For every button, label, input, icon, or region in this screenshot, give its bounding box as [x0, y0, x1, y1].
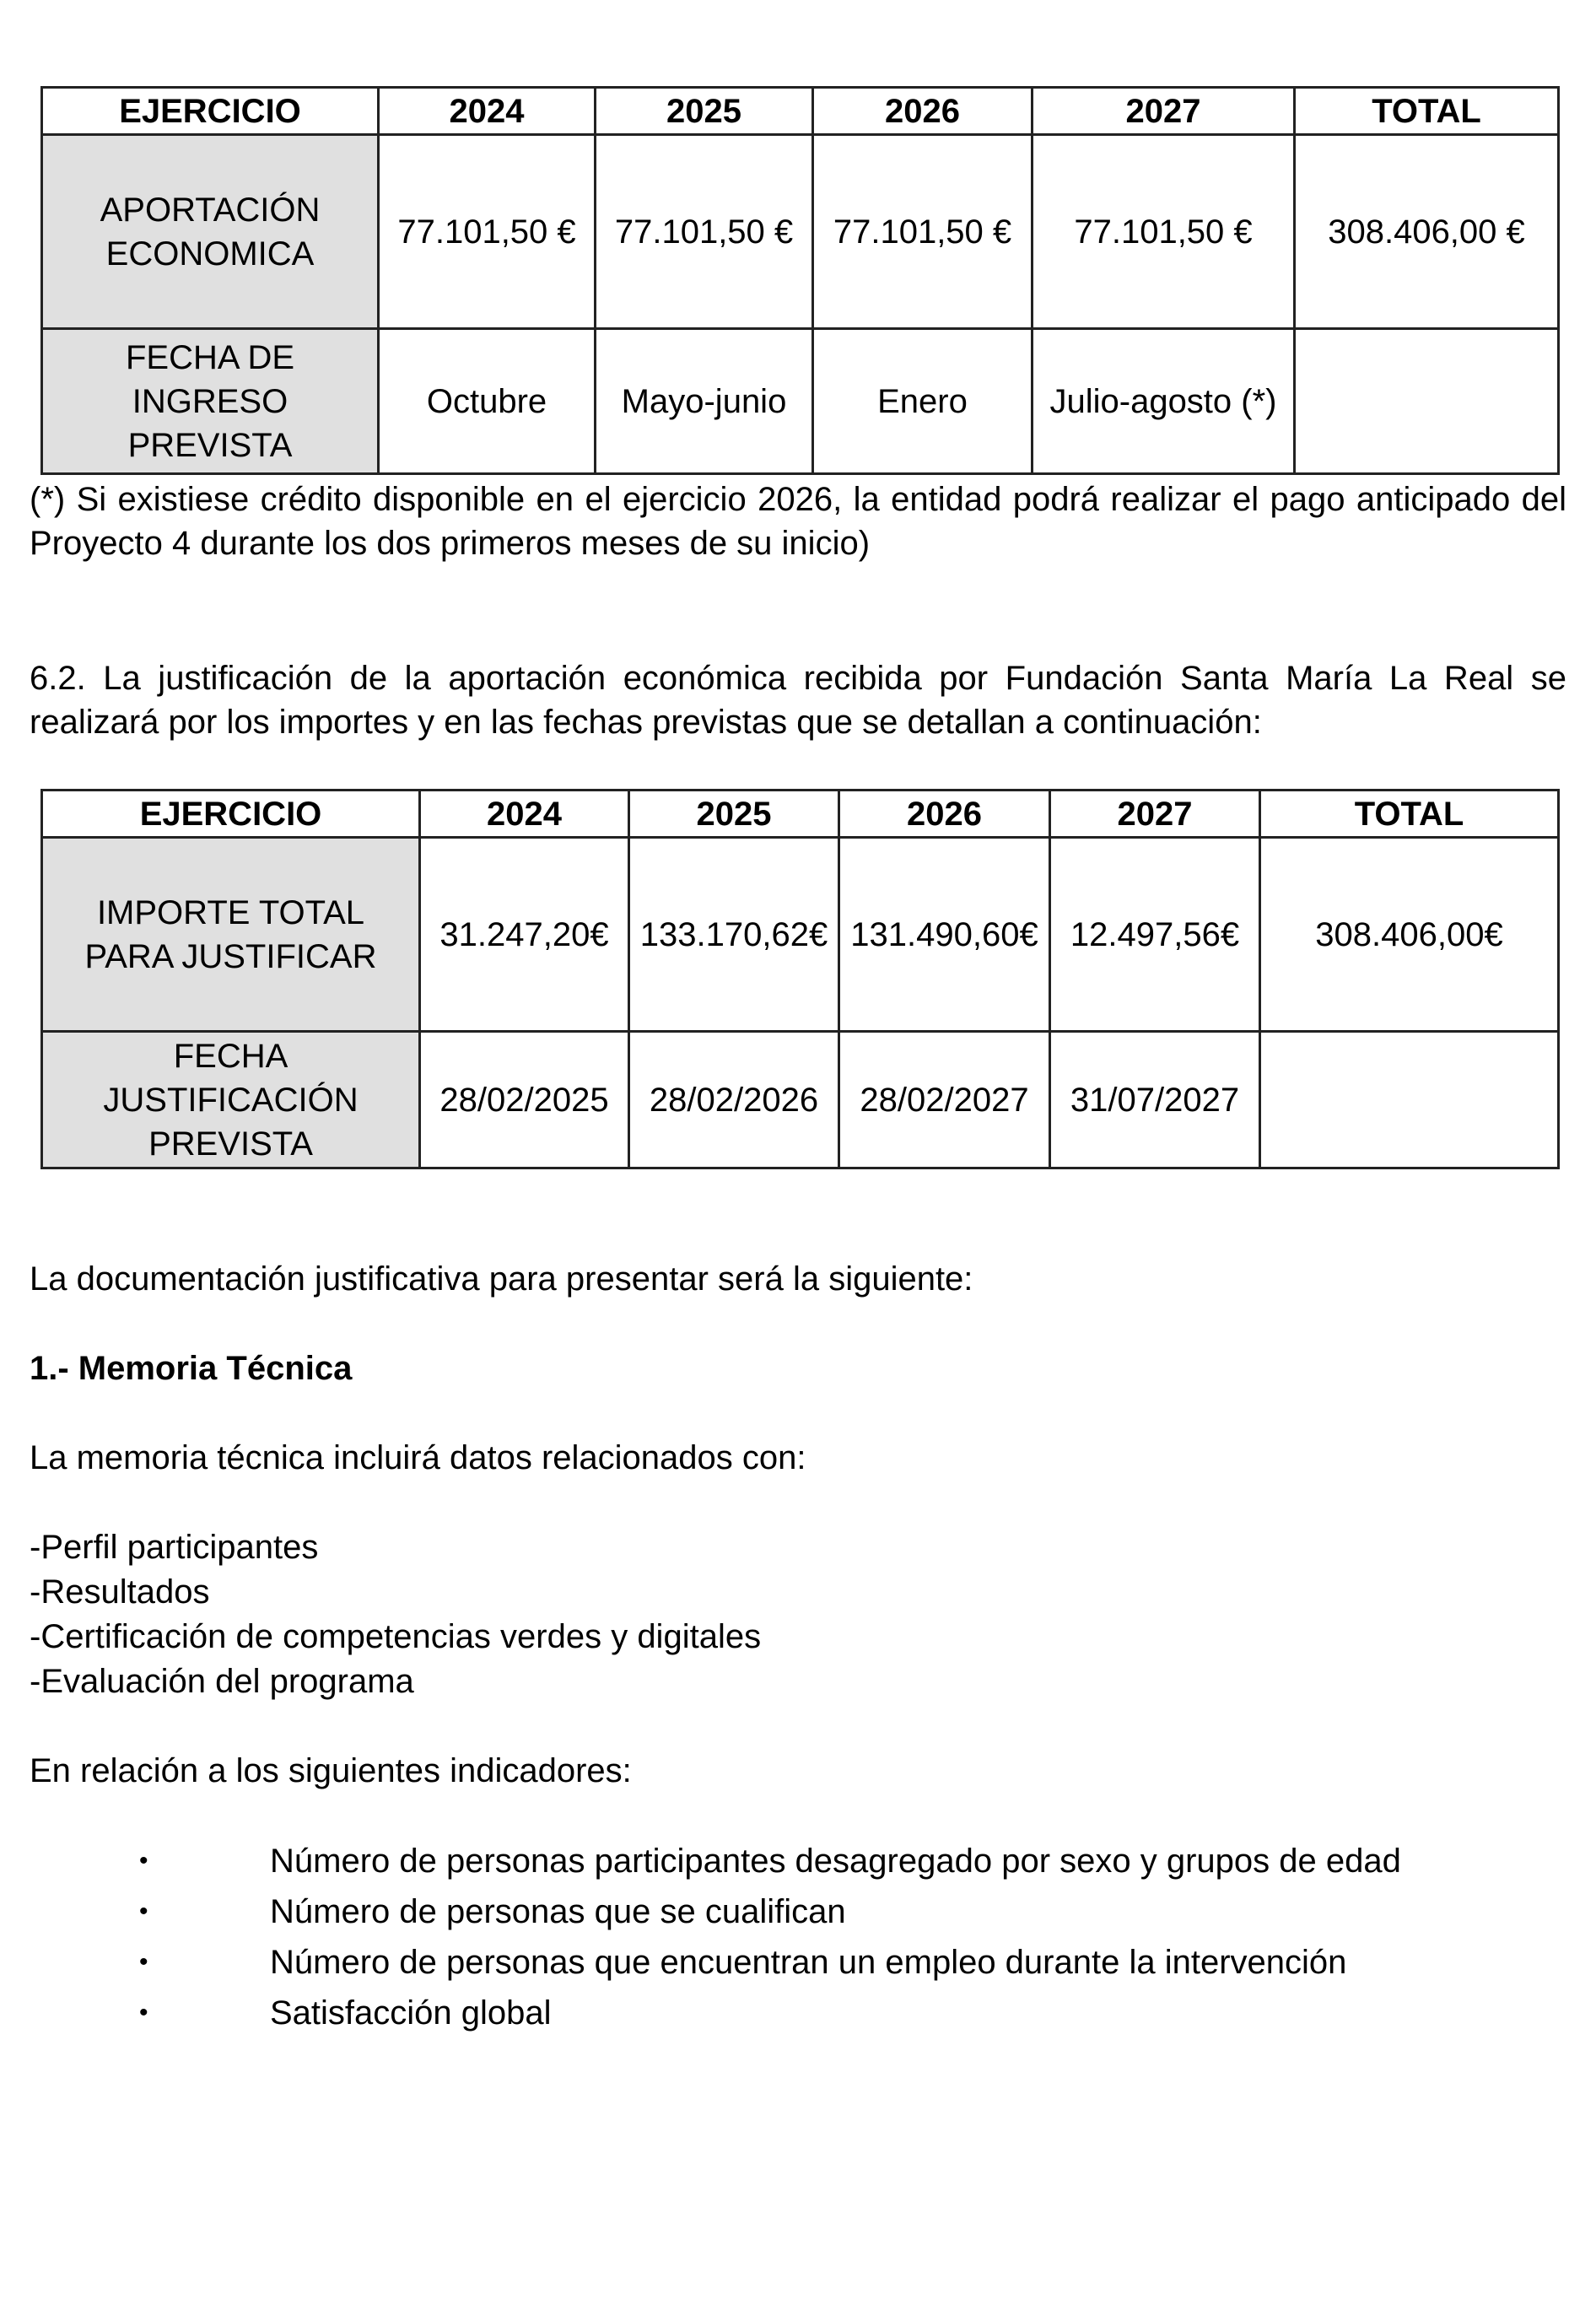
bullet-icon: • — [139, 1999, 148, 2026]
indicator-text: Número de personas que encuentran un empleo durante la intervención — [270, 1944, 1347, 1981]
table-cell: 133.170,62€ — [629, 838, 839, 1032]
row-label: FECHA DE INGRESO PREVISTA — [42, 329, 379, 474]
table-cell — [1260, 1032, 1559, 1168]
table-cell: 77.101,50 € — [1033, 135, 1295, 329]
memoria-item: -Evaluación del programa — [30, 1663, 414, 1700]
bullet-icon: • — [139, 1897, 148, 1925]
header-cell: EJERCICIO — [42, 791, 420, 838]
header-cell: TOTAL — [1295, 88, 1559, 135]
table-row — [42, 329, 1559, 474]
header-cell: 2024 — [379, 88, 596, 135]
table-cell: Mayo-junio — [596, 329, 813, 474]
table-cell: 308.406,00€ — [1260, 838, 1559, 1032]
table-cell: Julio-agosto (*) — [1033, 329, 1295, 474]
table-cell: 31/07/2027 — [1050, 1032, 1260, 1168]
header-cell: 2027 — [1050, 791, 1260, 838]
table-cell: 12.497,56€ — [1050, 838, 1260, 1032]
indicadores-intro: En relación a los siguientes indicadores: — [30, 1752, 632, 1789]
header-cell: 2025 — [596, 88, 813, 135]
header-cell: EJERCICIO — [42, 88, 379, 135]
bullet-icon: • — [139, 1948, 148, 1976]
row-label: FECHA JUSTIFICACIÓN PREVISTA — [42, 1032, 420, 1168]
table-cell: 77.101,50 € — [813, 135, 1033, 329]
table-row — [42, 1032, 1559, 1168]
justificacion-table — [40, 789, 1560, 1169]
header-cell: 2027 — [1033, 88, 1295, 135]
header-cell: TOTAL — [1260, 791, 1559, 838]
header-cell: 2025 — [629, 791, 839, 838]
bullet-icon: • — [139, 1847, 148, 1875]
table-cell: 28/02/2027 — [839, 1032, 1050, 1168]
table-row — [42, 838, 1559, 1032]
section-6-2-text: 6.2. La justificación de la aportación económica recibida por Fundación Santa María La Real se realizará por los importes y en las fechas previstas que se detallan a continuación: — [30, 660, 1566, 741]
table-cell: 77.101,50 € — [596, 135, 813, 329]
row-label: APORTACIÓN ECONOMICA — [42, 135, 379, 329]
documentation-intro: La documentación justificativa para presentar será la siguiente: — [30, 1260, 973, 1298]
memoria-item: -Resultados — [30, 1573, 210, 1611]
header-cell: 2026 — [813, 88, 1033, 135]
table-cell: 31.247,20€ — [420, 838, 629, 1032]
footnote-text: (*) Si existiese crédito disponible en el ejercicio 2026, la entidad podrá realizar el pago anticipado del Proyecto 4 durante los dos primeros meses de su inicio) — [30, 481, 1566, 562]
indicator-text: Número de personas participantes desagregado por sexo y grupos de edad — [270, 1843, 1401, 1880]
indicator-text: Satisfacción global — [270, 1994, 552, 2032]
table-cell: 28/02/2026 — [629, 1032, 839, 1168]
memoria-item: -Certificación de competencias verdes y digitales — [30, 1618, 762, 1655]
table-cell: Octubre — [379, 329, 596, 474]
table-cell: 77.101,50 € — [379, 135, 596, 329]
table-cell: 308.406,00 € — [1295, 135, 1559, 329]
table-header-row — [42, 88, 1559, 135]
table-cell: 131.490,60€ — [839, 838, 1050, 1032]
table-cell: 28/02/2025 — [420, 1032, 629, 1168]
table-row — [42, 135, 1559, 329]
row-label: IMPORTE TOTAL PARA JUSTIFICAR — [42, 838, 420, 1032]
memoria-intro: La memoria técnica incluirá datos relacionados con: — [30, 1439, 806, 1476]
aportacion-table — [40, 86, 1560, 475]
table-header-row — [42, 791, 1559, 838]
header-cell: 2024 — [420, 791, 629, 838]
indicator-text: Número de personas que se cualifican — [270, 1893, 846, 1930]
memoria-item: -Perfil participantes — [30, 1529, 319, 1566]
memoria-tecnica-heading: 1.- Memoria Técnica — [30, 1350, 353, 1387]
table-cell: Enero — [813, 329, 1033, 474]
table-cell — [1295, 329, 1559, 474]
header-cell: 2026 — [839, 791, 1050, 838]
